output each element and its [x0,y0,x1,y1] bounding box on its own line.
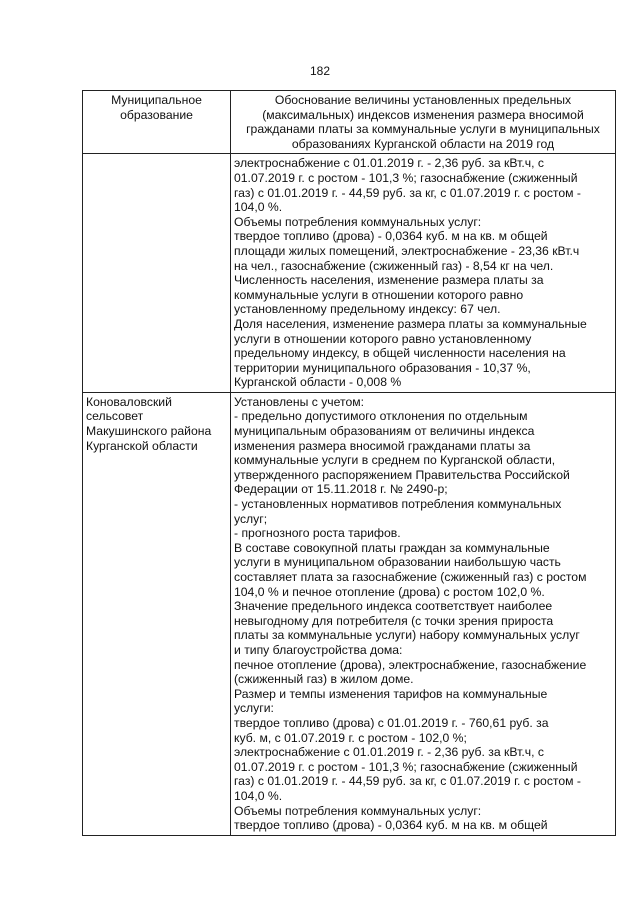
text-line: услуги: [234,701,274,716]
text-line: Коноваловский [86,394,172,409]
text-line: - установленных нормативов потребления коммунальных [234,497,562,512]
text-line: изменения размера вносимой гражданами платы за [234,438,531,453]
text-line: на чел., газоснабжение (сжиженный газ) - 8,54 кг на чел. [234,258,554,273]
text-line: (максимальных) индексов изменения размера вносимой [262,107,584,122]
text-line: образование [120,107,193,122]
text-line: Значение предельного индекса соответствует наиболее [234,599,553,614]
text-line: площади жилых помещений, электроснабжение - 23,36 кВт.ч [234,243,580,258]
text-line: твердое топливо (дрова) - 0,0364 куб. м на кв. м общей [234,229,548,244]
text-line: муниципальным образованиям от величины индекса [234,424,535,439]
table-header-row [83,91,616,154]
text-line: 01.07.2019 г. с ростом - 101,3 %; газоснабжение (сжиженный [234,170,578,185]
text-line: Численность населения, изменение размера платы за [234,273,544,288]
text-line: 104,0 % и печное отопление (дрова) с ростом 102,0 %. [234,584,545,599]
text-line: территории муниципального образования - 10,37 %, [234,360,531,375]
text-line: - предельно допустимого отклонения по отдельным [234,409,528,424]
text-line: Размер и темпы изменения тарифов на коммунальные [234,686,548,701]
text-line: 104,0 %. [234,200,283,215]
text-line: (сжиженный газ) в жилом доме. [234,672,414,687]
text-line: услуги в муниципальном образовании наибольшую часть [234,555,561,570]
text-line: Обоснование величины установленных предельных [274,93,572,107]
header-justification [231,91,616,154]
text-line: куб. м, с 01.07.2019 г. с ростом - 102,0 %; [234,730,467,745]
text-line: электроснабжение с 01.01.2019 г. - 2,36 руб. за кВт.ч, с [234,156,544,171]
header-municipality [83,91,231,154]
text-line: электроснабжение с 01.01.2019 г. - 2,36 руб. за кВт.ч, с [234,745,544,760]
text-line: услуги в отношении которого равно установленному [234,331,532,346]
text-line: Курганской области - 0,008 % [234,375,402,390]
text-line: Установлены с учетом: [234,394,364,409]
text-line: коммунальные услуги в среднем по Курганской области, [234,453,556,468]
text-line: В составе совокупной платы граждан за коммунальные [234,540,550,555]
municipality-cell [83,154,231,393]
text-line: сельсовет [86,409,144,424]
text-line: составляет плата за газоснабжение (сжиженный газ) с ростом [234,570,587,584]
text-line: коммунальные услуги в отношении которого равно [234,287,524,302]
text-line: предельному индексу, в общей численности населения на [234,346,566,361]
justification-cell [231,154,616,393]
text-line: услуг; [234,511,268,526]
table-row [83,392,616,835]
table-row [83,154,616,393]
justification-cell [231,392,616,835]
text-line: Макушинского района [86,424,212,439]
text-line: твердое топливо (дрова) с 01.01.2019 г. - 760,61 руб. за [234,715,549,730]
text-line: Объемы потребления коммунальных услуг: [234,214,482,229]
text-line: утвержденного распоряжением Правительства Российской [234,467,570,482]
text-line: гражданами платы за коммунальные услуги в муниципальных [246,122,600,137]
text-line: Объемы потребления коммунальных услуг: [234,803,482,818]
text-line: установленному предельному индексу: 67 чел. [234,302,501,317]
text-line: образованиях Курганской области на 2019 год [291,136,555,151]
text-line: 104,0 %. [234,788,283,803]
text-line: - прогнозного роста тарифов. [234,526,401,541]
text-line: и типу благоустройства дома: [234,642,403,657]
text-line: платы за коммунальные услуги) набору коммунальных услуг [234,628,580,643]
text-line: твердое топливо (дрова) - 0,0364 куб. м на кв. м общей [234,818,548,833]
text-line: Курганской области [86,438,198,453]
text-line: Муниципальное [111,93,202,107]
text-line: газ) с 01.01.2019 г. - 44,59 руб. за кг, с 01.07.2019 г. с ростом - [234,185,581,200]
text-line: невыгодному для потребителя (с точки зрения прироста [234,613,554,628]
justification-table [82,90,616,836]
text-line: Федерации от 15.11.2018 г. № 2490-р; [234,482,448,497]
text-line: 01.07.2019 г. с ростом - 101,3 %; газоснабжение (сжиженный [234,759,578,774]
page-number: 182 [309,64,331,78]
text-line: печное отопление (дрова), электроснабжение, газоснабжение [234,657,587,672]
text-line: Доля населения, изменение размера платы за коммунальные [234,316,587,331]
municipality-cell [83,392,231,835]
text-line: газ) с 01.01.2019 г. - 44,59 руб. за кг, с 01.07.2019 г. с ростом - [234,774,581,789]
